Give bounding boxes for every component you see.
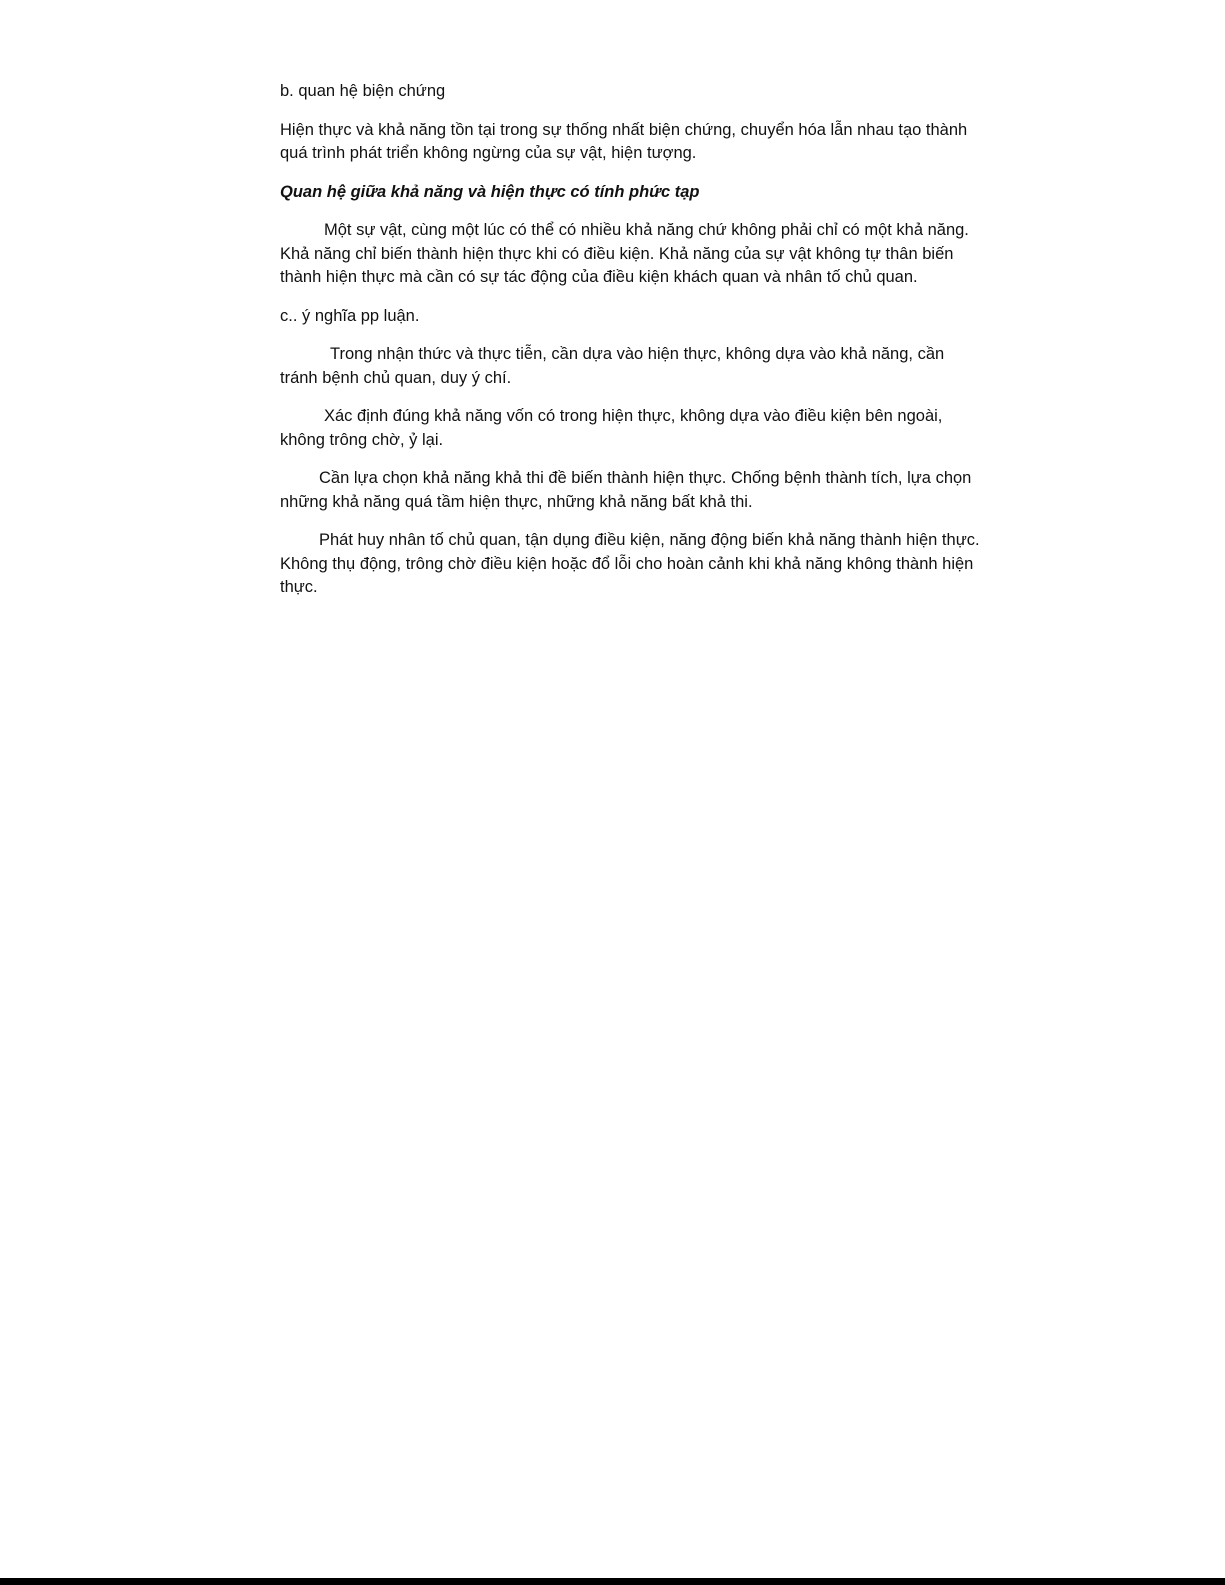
complex-relation-heading: Quan hệ giữa khả năng và hiện thực có tính phức tạp [280,182,700,201]
section-c-heading: c.. ý nghĩa pp luận. [280,306,420,325]
page-bottom-border [0,1578,1225,1585]
method-paragraph-4: Phát huy nhân tố chủ quan, tận dụng điều kiện, năng động biến khả năng thành hiện thực. Không thụ động, trông chờ điều kiện hoặc đổ lỗi cho hoàn cảnh khi khả năng không thành hiện thực. [280,531,980,596]
section-b-heading: b. quan hệ biện chứng [280,82,446,100]
document-body [280,80,980,600]
method-paragraph-1: Trong nhận thức và thực tiễn, cần dựa vào hiện thực, không dựa vào khả năng, cần tránh bệnh chủ quan, duy ý chí. [280,345,945,387]
section-b-paragraph: Hiện thực và khả năng tồn tại trong sự thống nhất biện chứng, chuyển hóa lẫn nhau tạo thành quá trình phát triển không ngừng của sự vật, hiện tượng. [280,120,968,162]
complex-relation-paragraph: Một sự vật, cùng một lúc có thể có nhiều khả năng chứ không phải chỉ có một khả năng. Khả năng chỉ biến thành hiện thực khi có điều kiện. Khả năng của sự vật không tự thân biến thành hiện thực mà cần có sự tác động của điều kiện khách quan và nhân tố chủ quan. [280,221,969,286]
method-paragraph-2: Xác định đúng khả năng vốn có trong hiện thực, không dựa vào điều kiện bên ngoài, không trông chờ, ỷ lại. [280,407,943,449]
method-paragraph-3: Cần lựa chọn khả năng khả thi đề biến thành hiện thực. Chống bệnh thành tích, lựa chọn những khả năng quá tầm hiện thực, những khả năng bất khả thi. [280,469,972,511]
